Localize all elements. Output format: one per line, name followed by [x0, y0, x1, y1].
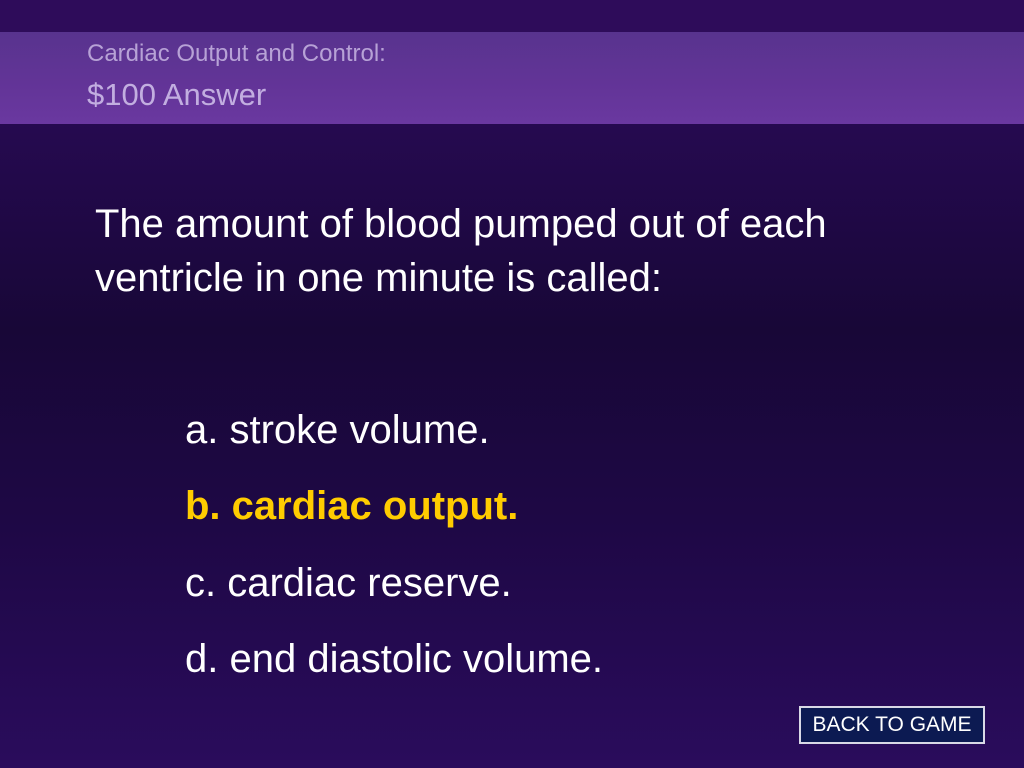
answer-option-d: d. end diastolic volume. [185, 637, 604, 681]
answer-option-a: a. stroke volume. [185, 408, 490, 452]
answer-option-c: c. cardiac reserve. [185, 561, 512, 605]
top-strip [0, 0, 1024, 32]
slide-value-title: $100 Answer [87, 77, 267, 112]
back-to-game-button[interactable]: BACK TO GAME [799, 706, 985, 744]
question-text: The amount of blood pumped out of each ventricle in one minute is called: [95, 202, 827, 300]
slide-category-title: Cardiac Output and Control: [87, 40, 386, 67]
answer-option-b-correct: b. cardiac output. [185, 484, 519, 528]
